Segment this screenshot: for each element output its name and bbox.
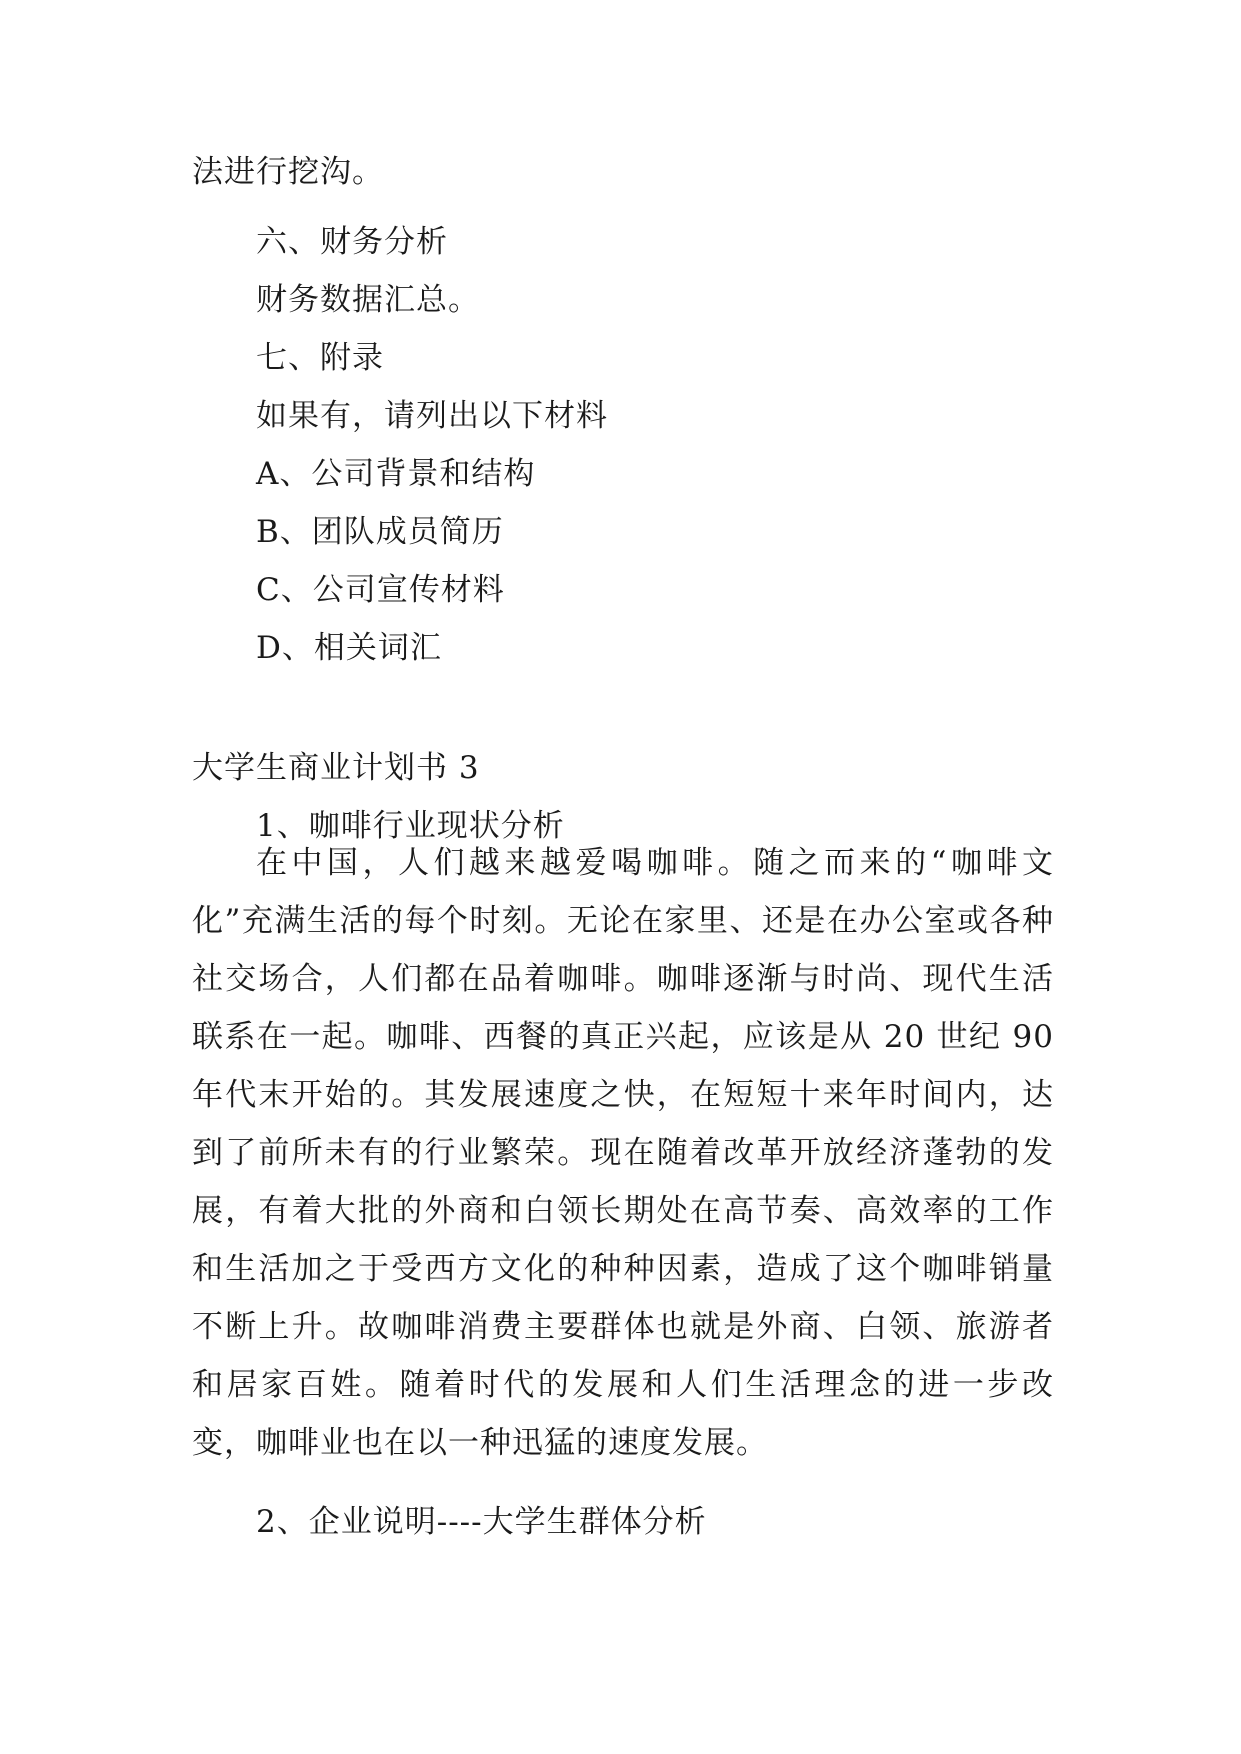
appendix-item-d: D、相关词汇 — [256, 630, 442, 666]
text-line-appendix-intro: 如果有，请列出以下材料 — [256, 398, 608, 434]
section-title: 大学生商业计划书 3 — [192, 750, 480, 786]
appendix-item-a: A、公司背景和结构 — [256, 456, 536, 492]
heading-finance-analysis: 六、财务分析 — [256, 224, 448, 260]
paragraph-coffee-industry: 在中国，人们越来越爱喝咖啡。随之而来的“咖啡文化”充满生活的每个时刻。无论在家里、还是在办公室或各种社交场合，人们都在品着咖啡。咖啡逐渐与时尚、现代生活联系在一起。咖啡、西餐的真正兴起，应该是从 20 世纪 90 年代末开始的。其发展速度之快，在短短十来年时间内，达到了前所未有的行业繁荣。现在随着改革开放经济蓬勃的发展，有着大批的外商和白领长期处在高节奏、高效率的工作和生活加之于受西方文化的种种因素，造成了这个咖啡销量不断上升。故咖啡消费主要群体也就是外商、白领、旅游者和居家百姓。随着时代的发展和人们生活理念的进一步改变，咖啡业也在以一种迅猛的速度发展。 — [192, 845, 1054, 1461]
heading-appendix: 七、附录 — [256, 340, 384, 376]
text-line-continuation: 法进行挖沟。 — [192, 154, 384, 190]
appendix-item-c: C、公司宣传材料 — [256, 572, 505, 608]
subsection-heading-2: 2、企业说明----大学生群体分析 — [256, 1504, 707, 1540]
text-line-finance-summary: 财务数据汇总。 — [256, 282, 480, 318]
appendix-item-b: B、团队成员简历 — [256, 514, 504, 550]
subsection-heading-1: 1、咖啡行业现状分析 — [256, 808, 565, 844]
